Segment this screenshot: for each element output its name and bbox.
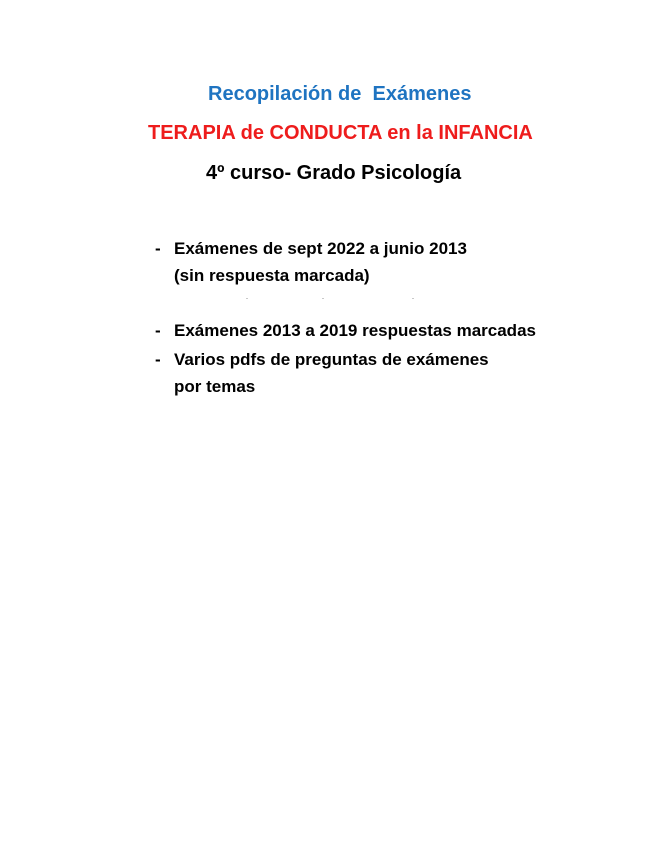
subject-title: TERAPIA de CONDUCTA en la INFANCIA xyxy=(148,122,533,144)
scan-speck xyxy=(322,298,324,299)
list-item-line: Exámenes de sept 2022 a junio 2013 xyxy=(174,239,467,258)
list-item-line: Varios pdfs de preguntas de exámenes xyxy=(174,350,489,369)
bullet-dash: - xyxy=(155,321,161,340)
list-item-line: Exámenes 2013 a 2019 respuestas marcadas xyxy=(174,321,536,340)
course-subtitle: 4º curso- Grado Psicología xyxy=(206,162,462,184)
list-item-line: (sin respuesta marcada) xyxy=(174,266,370,285)
scan-speck xyxy=(412,298,414,299)
scan-speck xyxy=(246,298,248,299)
collection-title: Recopilación de Exámenes xyxy=(208,83,472,105)
bullet-dash: - xyxy=(155,239,161,258)
bullet-dash: - xyxy=(155,350,161,369)
list-item-line: por temas xyxy=(174,377,256,396)
